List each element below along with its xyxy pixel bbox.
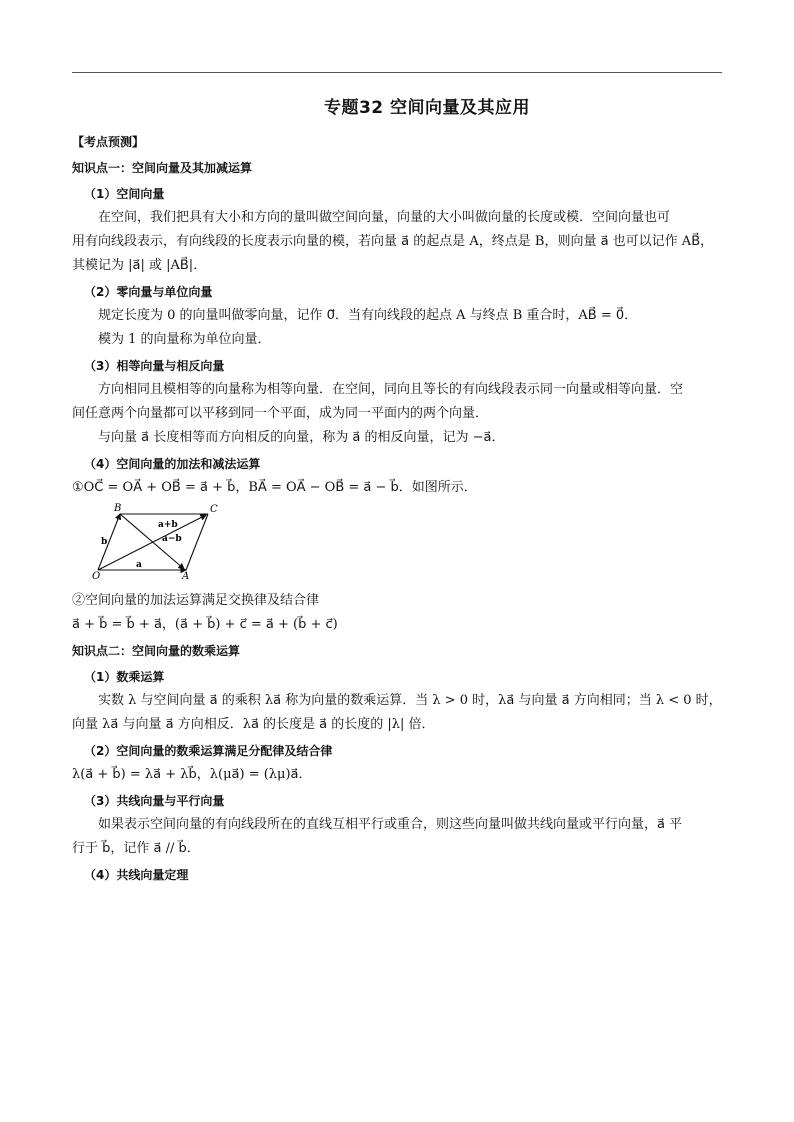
paragraph-line: 行于 b⃗，记作 a⃗ // b⃗． [72,841,200,856]
subsection-zero-unit-vector: （2）零向量与单位向量 [84,285,213,299]
label-b-vector: b [101,537,108,547]
subsection-vector-add-sub: （4）空间向量的加法和减法运算 [84,457,261,471]
subsection-distributive-law: （2）空间向量的数乘运算满足分配律及结合律 [84,744,333,758]
subsection-collinear-theorem: （4）共线向量定理 [84,868,189,882]
paragraph-line: 间任意两个向量都可以平移到同一个平面，成为同一平面内的两个向量． [72,406,489,421]
label-o-point: O [92,571,101,580]
page-title: 专题32 空间向量及其应用 [323,98,531,118]
paragraph-line: 其模记为 |a⃗| 或 |AB⃗|． [72,258,207,273]
paragraph-line: λ(a⃗ + b⃗) = λa⃗ + λb⃗，λ(μa⃗) = (λμ)a⃗． [72,767,312,782]
label-a-minus-b: a−b [162,534,182,544]
knowledge-point-2-heading: 知识点二：空间向量的数乘运算 [72,644,241,658]
label-c-point: C [210,504,218,515]
knowledge-point-1-heading: 知识点一：空间向量及其加减运算 [72,161,253,175]
subsection-collinear-vector: （3）共线向量与平行向量 [84,794,225,808]
paragraph-line: 实数 λ 与空间向量 a⃗ 的乘积 λa⃗ 称为向量的数乘运算．当 λ > 0 时，λa⃗ 与向量 a⃗ 方向相同；当 λ < 0 时， [98,693,722,708]
parallelogram-diagram [92,502,232,580]
subsection-space-vector: （1）空间向量 [84,187,165,201]
paragraph-line: 模为 1 的向量称为单位向量． [98,332,271,347]
edge-ac [186,514,208,570]
paragraph-line: 方向相同且模相等的向量称为相等向量．在空间，同向且等长的有向线段表示同一向量或相等向量．空 [98,382,684,397]
subsection-equal-opposite-vector: （3）相等向量与相反向量 [84,359,225,373]
label-a-point: A [182,571,190,580]
paragraph-line: 向量 λa⃗ 与向量 a⃗ 方向相反．λa⃗ 的长度是 a⃗ 的长度的 |λ| 倍． [72,717,435,732]
paragraph-line: 如果表示空间向量的有向线段所在的直线互相平行或重合，则这些向量叫做共线向量或平行向量，a⃗ 平 [98,817,683,832]
section-tag: 【考点预测】 [72,135,145,149]
paragraph-line: ①OC⃗ = OA⃗ + OB⃗ = a⃗ + b⃗，BA⃗ = OA⃗ − OB⃗ = a⃗ − b⃗．如图所示． [72,480,477,495]
document-body [72,96,722,887]
paragraph-line: 与向量 a⃗ 长度相等而方向相反的向量，称为 a⃗ 的相反向量，记为 −a⃗． [98,430,505,445]
paragraph-line: 规定长度为 0 的向量叫做零向量，记作 0⃗．当有向线段的起点 A 与终点 B 重合时，AB⃗ = 0⃗． [98,308,638,323]
paragraph-line: 在空间，我们把具有大小和方向的量叫做空间向量，向量的大小叫做向量的长度或模．空间向量也可 [98,210,671,225]
paragraph-line: a⃗ + b⃗ = b⃗ + a⃗，(a⃗ + b⃗) + c⃗ = a⃗ + (b⃗ + c⃗) [72,617,338,632]
paragraph-line: ②空间向量的加法运算满足交换律及结合律 [72,593,320,608]
subsection-scalar-mult: （1）数乘运算 [84,670,165,684]
label-a-plus-b: a+b [158,520,178,530]
paragraph-line: 用有向线段表示，有向线段的长度表示向量的模，若向量 a⃗ 的起点是 A，终点是 B，则向量 a⃗ 也可以记作 AB⃗， [72,234,714,249]
label-b-point: B [114,503,122,514]
header-rule [72,72,722,73]
label-a-vector: a [136,560,142,570]
